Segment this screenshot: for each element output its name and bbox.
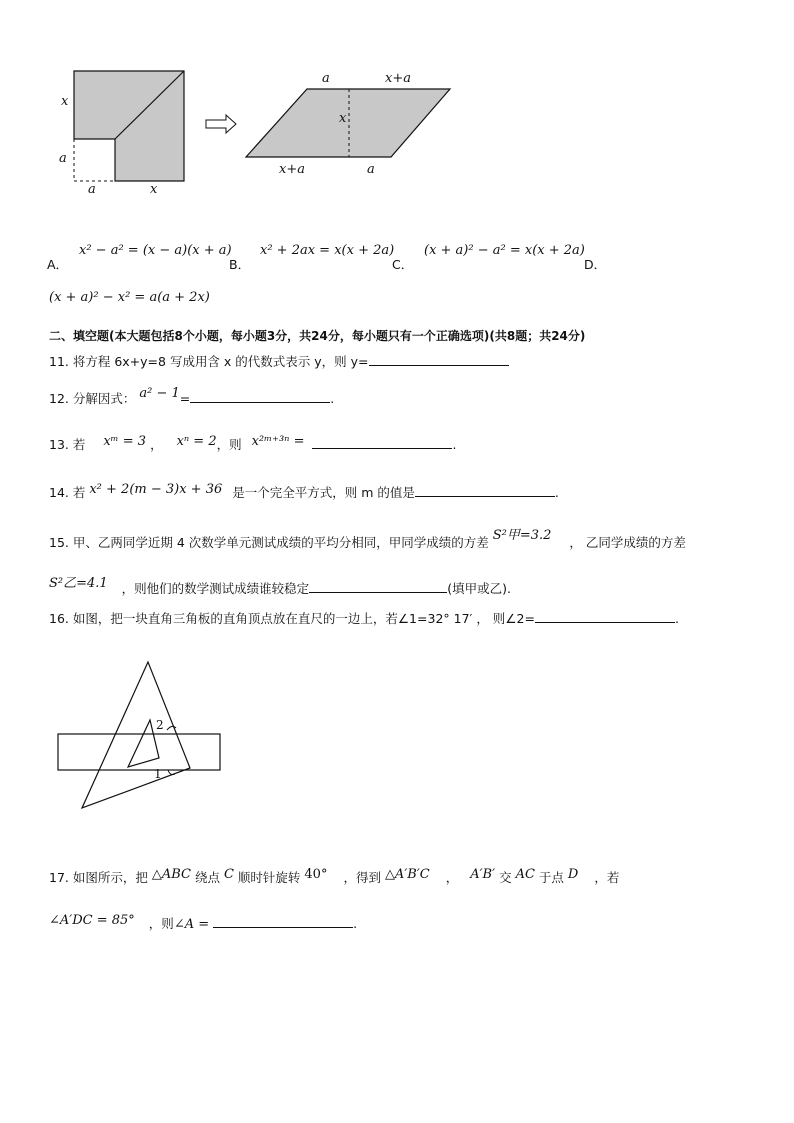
q12-expr: a² − 1 (139, 386, 180, 401)
question-17-line1 (49, 868, 619, 886)
q15-s-jia: S²甲=3.2 (492, 528, 552, 543)
option-c-label: C． (392, 257, 414, 272)
label-bottom-a2: a (367, 162, 375, 177)
figure-square-parallelogram (0, 0, 794, 220)
q14-end: . (554, 485, 559, 500)
q13-mid: ，则 (216, 437, 242, 452)
question-16 (49, 609, 679, 627)
q17-pt-d: D (567, 867, 579, 882)
q17-t6: ，若 (594, 870, 620, 885)
q15-s-yi: S²乙=4.1 (49, 576, 108, 591)
q13-prefix: 13. 若 (49, 437, 86, 452)
arrow-right-icon (206, 115, 236, 133)
cutout-dashed (74, 139, 115, 181)
q14-answer-blank[interactable] (415, 484, 555, 497)
q13-comma: ， (150, 437, 163, 452)
q17-t2: 顺时针旋转 (237, 870, 301, 885)
q15-line2-end: (填甲或乙). (447, 581, 511, 596)
option-d-label: D． (584, 257, 607, 272)
section-header: 二、填空题(本大题包括8个小题，每小题3分，共24分，每小题只有一个正确选项)(共8题；共24分) (49, 329, 586, 343)
option-b-formula: x² + 2ax = x(x + 2a) (260, 243, 395, 258)
question-11 (49, 352, 509, 370)
option-b-label: B． (229, 257, 251, 272)
figure-triangle-ruler (0, 650, 794, 820)
q16-answer-blank[interactable] (535, 610, 675, 623)
label-top-xa: x+a (385, 71, 411, 86)
option-a-label: A． (47, 257, 69, 272)
q17-seg1: A′B′ (470, 867, 496, 882)
q14-expr: x² + 2(m − 3)x + 36 (89, 482, 223, 497)
label-bottom-x: x (150, 182, 158, 197)
inner-triangle (128, 720, 159, 767)
label-left-x: x (61, 94, 69, 109)
q15-line1: 15. 甲、乙两同学近期 4 次数学单元测试成绩的平均分相同，甲同学成绩的方差 (49, 535, 489, 550)
label-top-a: a (322, 71, 330, 86)
fig16-label-2: 2 (156, 718, 164, 732)
question-17-line2 (49, 914, 357, 932)
q17-answer-blank[interactable] (213, 915, 353, 928)
q13-expr: x²ᵐ⁺³ⁿ = (251, 434, 305, 449)
q17-tri2: △A′B′C (384, 867, 430, 882)
fig16-label-1: 1 (154, 767, 162, 781)
q11-answer-blank[interactable] (369, 353, 509, 366)
outer-triangle (82, 662, 190, 808)
q17-end: . (353, 916, 358, 931)
ruler-rect (58, 734, 220, 770)
q16-text: 16. 如图，把一块直角三角板的直角顶点放在直尺的一边上，若∠1=32° 17′ ， 则∠2= (49, 611, 535, 626)
q12-end: . (330, 391, 335, 406)
question-15-line1 (49, 528, 686, 551)
angle-arc-1 (168, 770, 175, 775)
option-d-formula: (x + a)² − x² = a(a + 2x) (49, 290, 210, 305)
q14-prefix: 14. 若 (49, 485, 86, 500)
q12-prefix: 12. 分解因式： (49, 391, 136, 406)
q13-end: . (452, 437, 457, 452)
q16-end: . (674, 611, 679, 626)
q12-answer-blank[interactable] (190, 390, 330, 403)
q17-pt-c: C (223, 867, 234, 882)
question-14 (49, 483, 559, 501)
q17-comma: ， (445, 870, 459, 885)
option-a-formula: x² − a² = (x − a)(x + a) (79, 243, 232, 258)
q17-tri: △ABC (151, 867, 191, 882)
question-12 (49, 386, 335, 407)
option-c-formula: (x + a)² − a² = x(x + 2a) (424, 243, 585, 258)
q13-cond2: xⁿ = 2 (176, 434, 217, 449)
q13-answer-blank[interactable] (312, 436, 452, 449)
q12-eq: = (179, 391, 191, 406)
q17-t1: 绕点 (194, 870, 220, 885)
q17-t5: 于点 (538, 870, 564, 885)
q13-cond1: xᵐ = 3 (103, 434, 147, 449)
label-mid-x: x (339, 111, 347, 126)
question-15-line2 (49, 578, 511, 597)
q11-text: 11. 将方程 6x+y=8 写成用含 x 的代数式表示 y，则 y= (49, 354, 369, 369)
q17-t7: ，则 (148, 916, 174, 931)
q15-answer-blank[interactable] (309, 580, 447, 593)
q14-suffix: 是一个完全平方式，则 m 的值是 (232, 485, 415, 500)
q17-seg2: AC (515, 867, 535, 882)
label-left-a: a (59, 151, 67, 166)
q17-cond: ∠A′DC = 85° (49, 913, 135, 928)
question-13 (49, 435, 456, 453)
q17-t3: ，得到 (343, 870, 381, 885)
q17-prefix: 17. 如图所示，把 (49, 870, 148, 885)
q17-t4: 交 (499, 870, 512, 885)
label-bottom-a: a (88, 182, 96, 197)
label-bottom-xa: x+a (279, 162, 305, 177)
q15-line1-end: ， 乙同学成绩的方差 (569, 535, 686, 550)
q17-angle: 40° (304, 867, 328, 882)
q17-ask: ∠A = (173, 917, 210, 932)
q15-line2: ，则他们的数学测试成绩谁较稳定 (121, 581, 310, 596)
shaded-parallelogram (246, 89, 450, 157)
